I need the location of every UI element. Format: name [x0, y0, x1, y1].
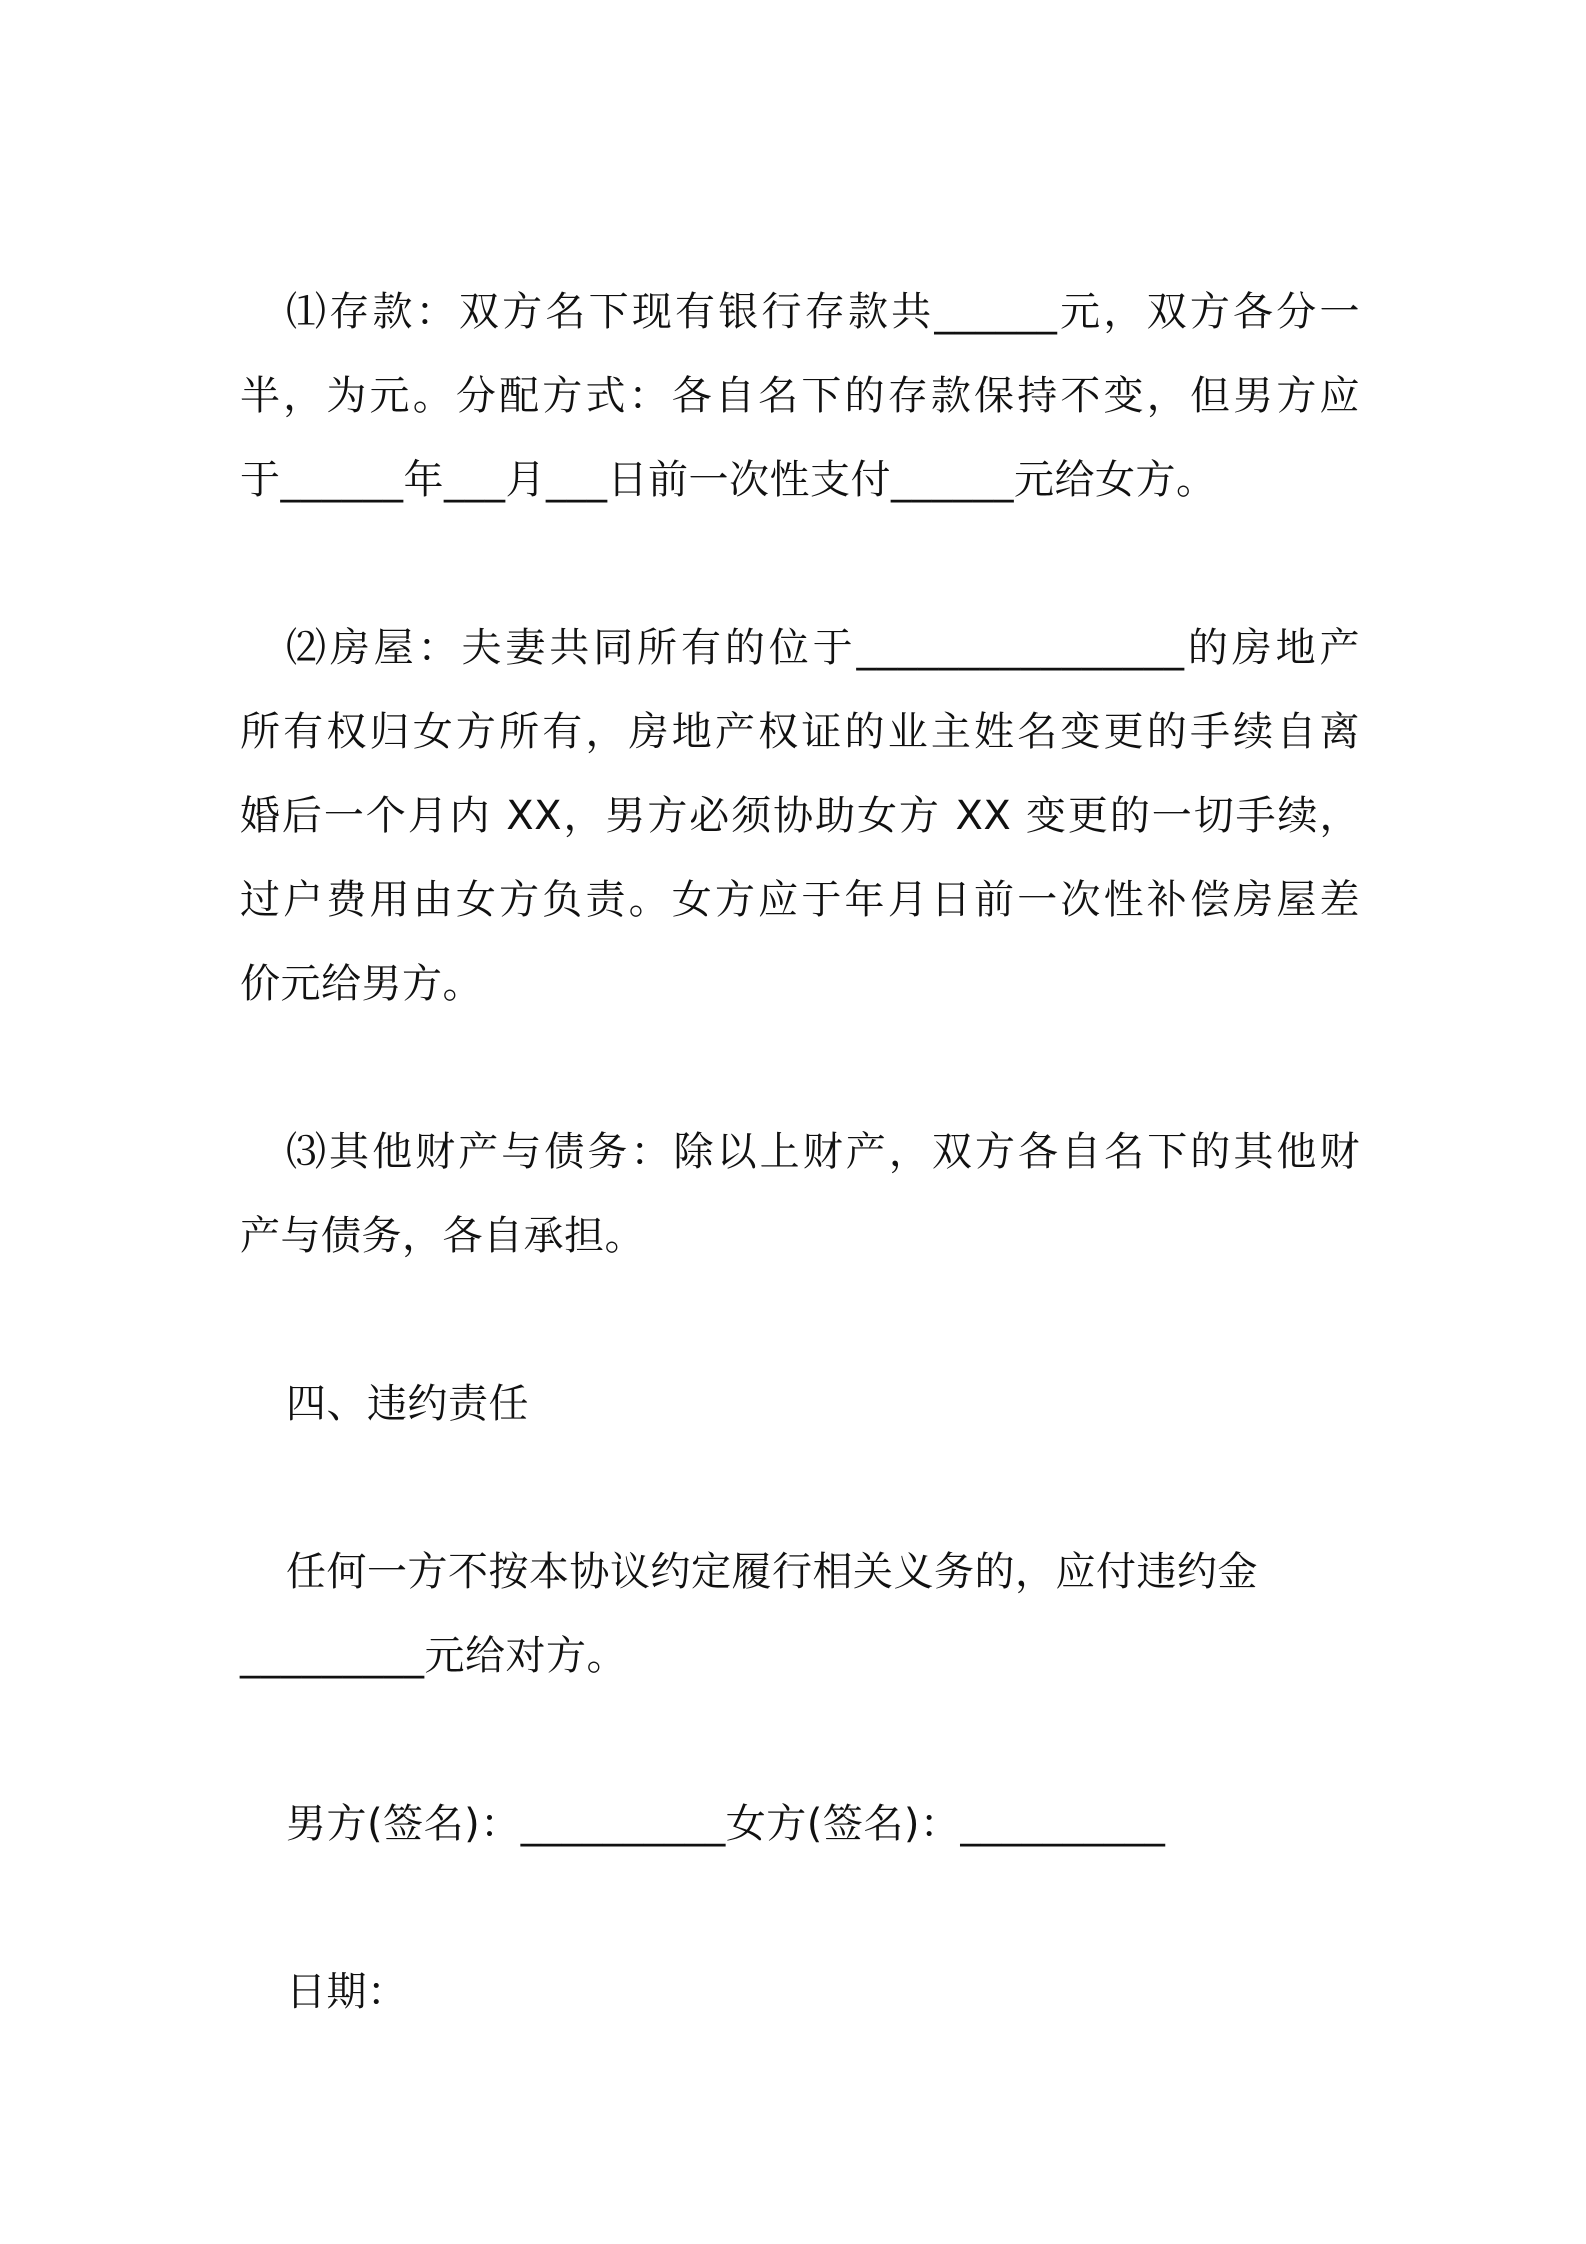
house-line-4: 过户费用由女方负责。女方应于年月日前一次性补偿房屋差 [240, 877, 1360, 923]
house-line-5: 价元给男方。 [240, 961, 483, 1007]
deposit-line-1: ⑴存款：双方名下现有银行存款共______元，双方各分一 [286, 289, 1360, 335]
date-block [240, 1950, 1360, 2034]
signature-line: 男方(签名)：__________女方(签名)：__________ [286, 1801, 1166, 1847]
signature-block [240, 1782, 1360, 1866]
deposit-line-3: 于______年___月___日前一次性支付______元给女方。 [240, 457, 1217, 503]
house-line-2: 所有权归女方所有，房地产权证的业主姓名变更的手续自离 [240, 709, 1360, 755]
deposit-line-2: 半，为元。分配方式：各自名下的存款保持不变，但男方应 [240, 373, 1360, 419]
house-line-1: ⑵房屋：夫妻共同所有的位于________________的房地产 [286, 625, 1360, 671]
other-property-paragraph [240, 1110, 1360, 1278]
other-line-1: ⑶其他财产与债务：除以上财产，双方各自名下的其他财 [286, 1129, 1360, 1175]
house-paragraph [240, 606, 1360, 1026]
liability-line-1: 任何一方不按本协议约定履行相关义务的，应付违约金 [286, 1549, 1258, 1595]
other-line-2: 产与债务，各自承担。 [240, 1213, 645, 1259]
date-label: 日期： [286, 1969, 408, 2015]
liability-heading [240, 1362, 1360, 1446]
liability-heading-text: 四、违约责任 [286, 1381, 529, 1427]
liability-paragraph [240, 1530, 1360, 1698]
house-line-3: 婚后一个月内 XX，男方必须协助女方 XX 变更的一切手续， [240, 793, 1360, 839]
deposit-paragraph [240, 270, 1360, 522]
liability-line-2: _________元给对方。 [240, 1633, 627, 1679]
